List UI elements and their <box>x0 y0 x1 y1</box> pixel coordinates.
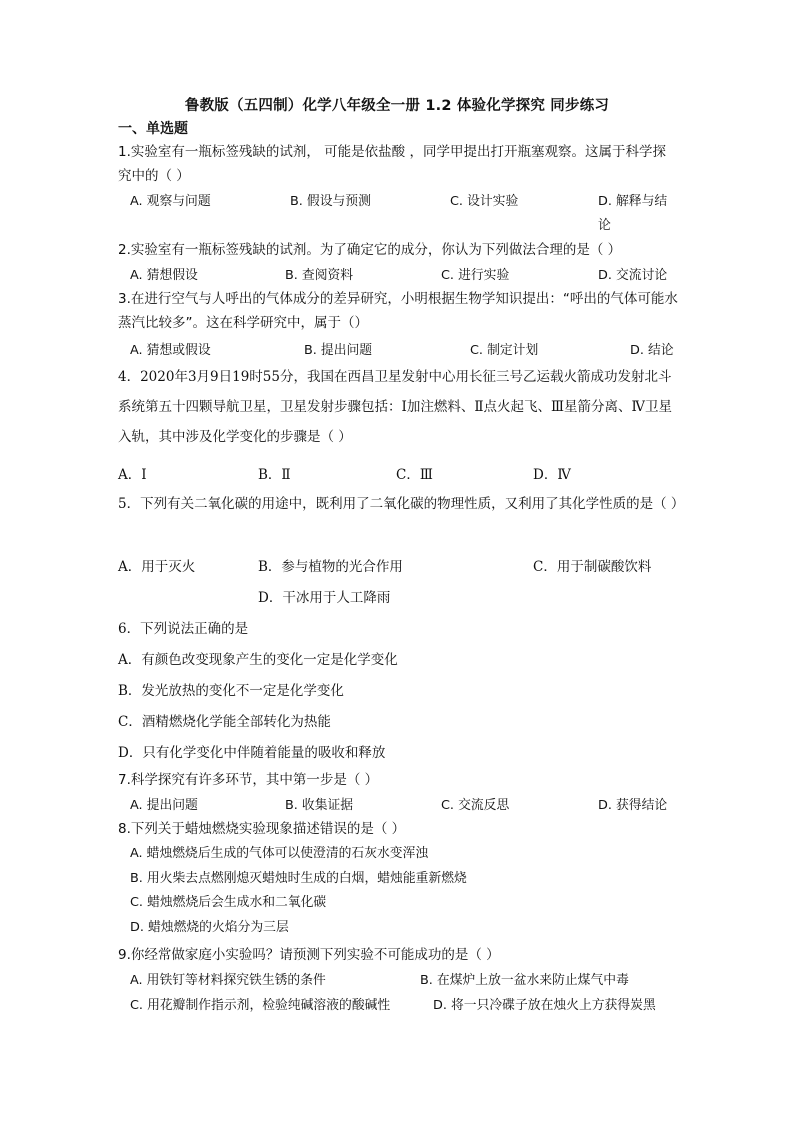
section-heading: 一、单选题 <box>118 121 188 137</box>
option-b[interactable]: B．Ⅱ <box>258 467 291 483</box>
option-c[interactable]: C. 蜡烛燃烧后会生成水和二氧化碳 <box>130 895 327 910</box>
option-d[interactable]: D．干冰用于人工降雨 <box>258 590 391 606</box>
question-3-stem: 3.在进行空气与人呼出的气体成分的差异研究，小明根据生物学知识提出：“呼出的气体可能水蒸汽比较多”。这在科学研究中，属于（） <box>118 291 678 331</box>
question-5-options-row2 <box>118 586 666 608</box>
option-d[interactable]: D. 蜡烛燃烧的火焰分为三层 <box>130 919 289 935</box>
question-5-options <box>118 555 666 577</box>
option-d[interactable]: D．只有化学变化中伴随着能量的吸收和释放 <box>118 745 386 761</box>
option-c[interactable]: C. 设计实验 <box>450 194 519 209</box>
question-6-options <box>118 645 398 769</box>
option-a[interactable]: A. 提出问题 <box>130 798 198 813</box>
question-8-options <box>130 842 467 940</box>
question-9-options-row2 <box>130 994 678 1016</box>
option-b[interactable]: B. 查阅资料 <box>285 268 354 283</box>
option-d[interactable]: D. 解释与结论 <box>598 194 668 233</box>
question-2-options <box>130 264 678 286</box>
option-c[interactable]: C. 用花瓣制作指示剂，检验纯碱溶液的酸碱性 <box>130 998 391 1013</box>
page-title: 鲁教版（五四制）化学八年级全一册 1.2 体验化学探究 同步练习 <box>184 98 610 114</box>
option-c[interactable]: C．酒精燃烧化学能全部转化为热能 <box>118 714 331 730</box>
question-9-stem: 9.你经常做家庭小实验吗？请预测下列实验不可能成功的是（ ） <box>118 947 500 963</box>
question-1-stem: 1.实验室有一瓶标签残缺的试剂， 可能是依盐酸 ，同学甲提出打开瓶塞观察。这属于科学探究中的（ ） <box>118 144 666 184</box>
option-c[interactable]: C．Ⅲ <box>396 467 433 483</box>
option-d[interactable]: D. 获得结论 <box>598 798 668 813</box>
option-c[interactable]: C. 交流反思 <box>441 798 510 813</box>
option-c[interactable]: C. 制定计划 <box>470 343 539 358</box>
option-d[interactable]: D．Ⅳ <box>533 467 571 483</box>
option-d[interactable]: D. 将一只冷碟子放在烛火上方获得炭黑 <box>433 998 656 1013</box>
question-3-options <box>130 339 678 361</box>
option-a[interactable]: A. 猜想或假设 <box>130 343 211 358</box>
option-a[interactable]: A. 观察与问题 <box>130 194 211 209</box>
option-b[interactable]: B. 提出问题 <box>304 343 373 358</box>
option-a[interactable]: A．Ⅰ <box>118 467 147 483</box>
question-5-stem: 5．下列有关二氧化碳的用途中，既利用了二氧化碳的物理性质，又利用了其化学性质的是（ ） <box>118 496 685 512</box>
question-4-options <box>118 463 666 485</box>
question-6-stem: 6．下列说法正确的是 <box>118 621 249 637</box>
question-2-stem: 2.实验室有一瓶标签残缺的试剂。为了确定它的成分，你认为下列做法合理的是（ ） <box>118 242 622 258</box>
option-d[interactable]: D. 结论 <box>630 343 674 358</box>
question-7-options <box>130 794 678 816</box>
option-d[interactable]: D. 交流讨论 <box>598 268 668 283</box>
question-1-options <box>130 190 678 212</box>
option-c[interactable]: C．用于制碳酸饮料 <box>533 559 652 575</box>
option-b[interactable]: B. 假设与预测 <box>290 194 371 209</box>
option-b[interactable]: B．参与植物的光合作用 <box>258 559 403 575</box>
option-b[interactable]: B. 用火柴去点燃刚熄灭蜡烛时生成的白烟，蜡烛能重新燃烧 <box>130 870 467 886</box>
option-a[interactable]: A. 猜想假设 <box>130 268 198 283</box>
question-8-stem: 8.下列关于蜡烛燃烧实验现象描述错误的是（ ） <box>118 821 406 837</box>
option-a[interactable]: A. 用铁钉等材料探究铁生锈的条件 <box>130 973 326 988</box>
question-9-options <box>130 969 678 991</box>
option-b[interactable]: B．发光放热的变化不一定是化学变化 <box>118 683 344 699</box>
question-4-stem: 4．2020年3月9日19时55分，我国在西昌卫星发射中心用长征三号乙运载火箭成功发射北斗系统第五十四颗导航卫星，卫星发射步骤包括：Ⅰ加注燃料、Ⅱ点火起飞、Ⅲ星箭分离、Ⅳ卫星入轨，其中涉及化学变化的步骤是（ ） <box>118 369 673 445</box>
question-7-stem: 7.科学探究有许多环节，其中第一步是（ ） <box>118 772 379 788</box>
option-b[interactable]: B. 在煤炉上放一盆水来防止煤气中毒 <box>420 973 629 988</box>
option-c[interactable]: C. 进行实验 <box>441 268 510 283</box>
option-a[interactable]: A．有颜色改变现象产生的变化一定是化学变化 <box>118 652 398 668</box>
option-b[interactable]: B. 收集证据 <box>285 798 354 813</box>
option-a[interactable]: A．用于灭火 <box>118 559 196 575</box>
option-a[interactable]: A. 蜡烛燃烧后生成的气体可以使澄清的石灰水变浑浊 <box>130 846 429 861</box>
